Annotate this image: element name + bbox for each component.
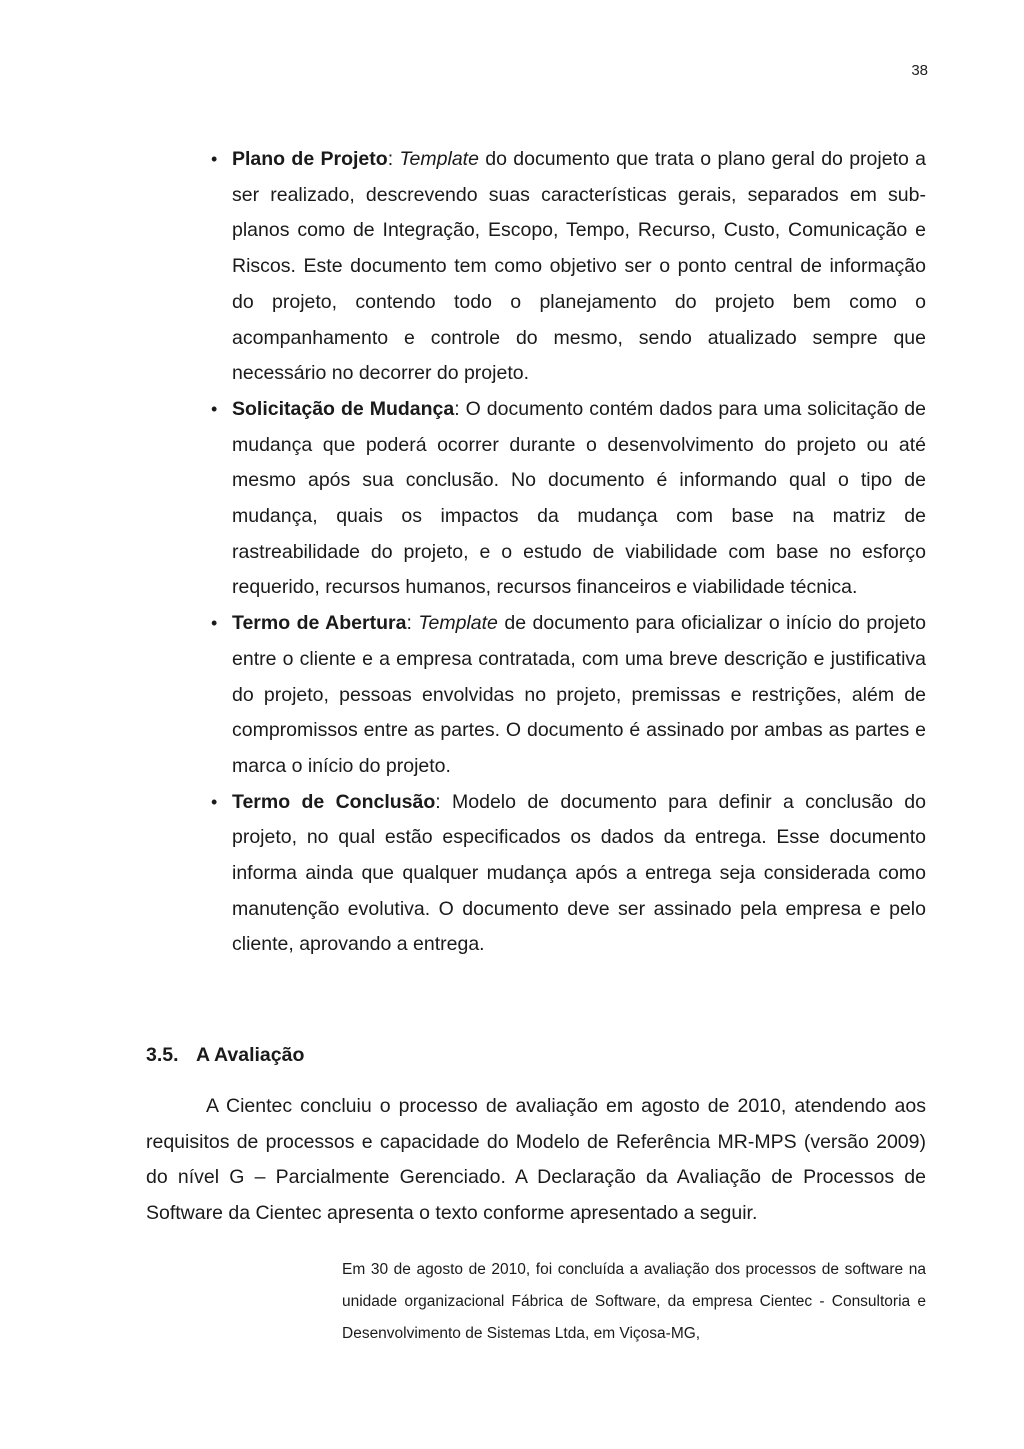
bullet-item-plano-de-projeto — [211, 142, 927, 392]
bullet-item-solicitacao-de-mudanca — [211, 392, 927, 606]
section-title: A Avaliação — [196, 1044, 305, 1066]
bullet-colon: : — [435, 790, 453, 813]
bullet-colon: : — [406, 612, 419, 635]
bullet-icon: • — [211, 398, 218, 419]
bullet-term: Solicitação de Mudança — [232, 397, 455, 420]
bullet-icon: • — [211, 149, 218, 169]
body-paragraph: A Cientec concluiu o processo de avaliação em agosto de 2010, atendendo aos requisitos de processos e capacidade do Modelo de Referência MR-MPS (versão 2009) do nível G – Parcialmente Gerenciado. A Declaração da Avaliação de Processos de Software da Cientec apresenta o texto conforme apresentado a seguir. — [146, 1095, 926, 1224]
bullet-item-termo-de-conclusao — [211, 785, 926, 964]
bullet-icon: • — [211, 791, 218, 812]
bullet-colon: : — [454, 397, 466, 420]
page-number: 38 — [911, 62, 928, 79]
bullet-italic-word: Template — [418, 612, 498, 635]
bullet-icon: • — [211, 613, 218, 634]
bullet-term: Plano de Projeto — [232, 148, 388, 170]
bullet-term: Termo de Conclusão — [232, 790, 436, 813]
bullet-italic-word: Template — [399, 148, 479, 170]
bullet-text: do documento que trata o plano geral do projeto a ser realizado, descrevendo suas características gerais, separados em sub-planos como de Integração, Escopo, Tempo, Recurso, Custo, Comunicação e Riscos. Este documento tem como objetivo ser o ponto central de informação do projeto, contendo todo o planejamento do projeto bem como o acompanhamento e controle do mesmo, sendo atualizado sempre que necessário no decorrer do projeto. — [232, 148, 927, 385]
section-heading — [146, 1044, 304, 1067]
bullet-text: de documento para oficializar o início do projeto entre o cliente e a empresa contratada, com uma breve descrição e justificativa do projeto, pessoas envolvidas no projeto, premissas e restrições, além de compromissos entre as partes. O documento é assinado por ambas as partes e marca o início do projeto. — [232, 612, 926, 777]
block-quote: Em 30 de agosto de 2010, foi concluída a avaliação dos processos de software na unidade organizacional Fábrica de Software, da empresa Cientec - Consultoria e Desenvolvimento de Sistemas Ltda, em Viçosa-MG, — [342, 1261, 926, 1342]
bullet-term: Termo de Abertura — [232, 612, 407, 635]
section-number: 3.5. — [146, 1044, 179, 1066]
bullet-text: O documento contém dados para uma solicitação de mudança que poderá ocorrer durante o desenvolvimento do projeto ou até mesmo após sua conclusão. No documento é informando qual o tipo de mudança, quais os impactos da mudança com base na matriz de rastreabilidade do projeto, e o estudo de viabilidade com base no esforço requerido, recursos humanos, recursos financeiros e viabilidade técnica. — [232, 397, 927, 599]
bullet-text: Modelo de documento para definir a conclusão do projeto, no qual estão especificados os dados da entrega. Esse documento informa ainda que qualquer mudança após a entrega seja considerada como manutenção evolutiva. O documento deve ser assinado pela empresa e pelo cliente, aprovando a entrega. — [232, 790, 926, 956]
artifact-bullet-list — [211, 142, 927, 963]
bullet-colon: : — [387, 148, 400, 170]
bullet-item-termo-de-abertura — [211, 606, 926, 785]
